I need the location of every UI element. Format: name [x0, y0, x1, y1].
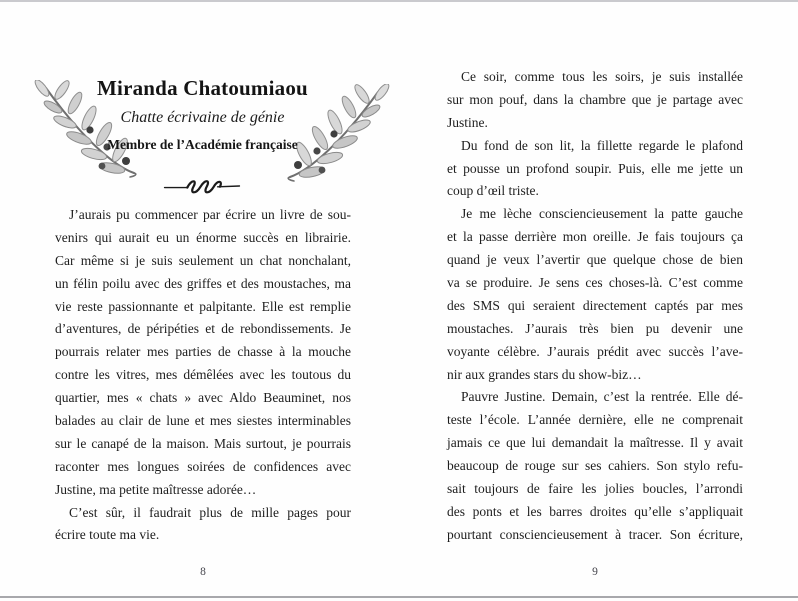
text-line: sur le canapé de la maison. Mais surtout, je pourrais [55, 435, 351, 451]
text-line: un félin poilu avec des griffes et des moustaches, ma [55, 275, 351, 291]
text-line: teste l’école. L’année dernière, elle ne comprenait [447, 412, 743, 428]
text-line: balades au clair de lune et mes siestes interminables [55, 413, 351, 429]
text-line: venirs qui aurait eu un énorme succès en librairie. [55, 229, 351, 245]
text-line: Pauvre Justine. Demain, c’est la rentrée. Elle dé- [461, 389, 743, 405]
text-line: coup d’œil triste. [447, 183, 539, 199]
page-number-left: 8 [200, 566, 206, 578]
text-line: sur mon pouf, dans la chambre que je partage avec [447, 91, 743, 107]
page-number-right: 9 [592, 566, 598, 578]
text-line: et la passe derrière mon oreille. Je fais toujours ça [447, 229, 743, 245]
text-line: sait toujours de faire les jolies boucles, l’arrondi [447, 481, 743, 497]
text-line: Car même si je suis seulement un chat nonchalant, [55, 252, 351, 268]
right-page-text [447, 66, 743, 547]
text-line: et pousse un profond soupir. Puis, elle me jette un [447, 160, 743, 176]
text-line: quartier, mes « chats » avec Aldo Beauminet, nos [55, 390, 351, 406]
text-line: des SMS qui seraient directement captés par mes [447, 297, 743, 313]
text-line: quand je veux l’avertir que quelque chose de bien [447, 252, 743, 268]
text-line: nir aux grandes stars du show-biz… [447, 366, 642, 382]
text-line: Du fond de son lit, la fillette regarde le plafond [461, 137, 743, 153]
text-line: pourtant consciencieusement à tracer. Son écriture, [447, 526, 743, 542]
chapter-affiliation: Membre de l’Académie française [107, 137, 298, 152]
text-line: Ce soir, comme tous les soirs, je suis installée [461, 69, 743, 84]
text-line: jamais ce que lui demandait la maîtresse. Il y avait [447, 435, 743, 451]
text-line: voyante célèbre. J’aurais prédit avec succès l’ave- [447, 343, 743, 359]
text-line: Je me lèche consciencieusement la patte gauche [461, 206, 743, 222]
text-line: des ponts et les barres droites qu’elle s’appliquait [447, 503, 743, 519]
text-line: d’aventures, de péripéties et de rebondissements. Je [55, 321, 351, 337]
window-bottom-edge [0, 596, 798, 598]
text-line: J’aurais pu commencer par écrire un livre de sou- [69, 207, 351, 222]
chapter-author-title: Miranda Chatoumiaou [97, 76, 308, 100]
chapter-subtitle: Chatte écrivaine de génie [120, 109, 285, 126]
text-line: C’est sûr, il faudrait plus de mille pages pour [69, 504, 351, 520]
text-line: raconter mes longues soirées de confidences avec [55, 458, 351, 474]
text-line: va se produire. Je sens ces choses-là. C’est comme [447, 275, 743, 291]
text-line: pourrais relater mes parties de chasse à la mouche [55, 344, 351, 360]
text-line: beaucoup de rouge sur ses cahiers. Son stylo refu- [447, 458, 743, 474]
text-line: écrire toute ma vie. [55, 527, 160, 543]
section-divider-icon [163, 174, 241, 198]
left-page-text [55, 204, 351, 547]
text-line: contre les vitres, mes démêlées avec les toutous du [55, 367, 351, 383]
text-line: Justine, ma petite maîtresse adorée… [55, 481, 257, 497]
text-line: moustaches. J’aurais très bien pu devenir une [447, 320, 743, 336]
window-top-edge [0, 0, 798, 2]
text-line: Justine. [447, 114, 488, 130]
text-line: vie reste passionnante et palpitante. Elle est remplie [55, 298, 351, 314]
